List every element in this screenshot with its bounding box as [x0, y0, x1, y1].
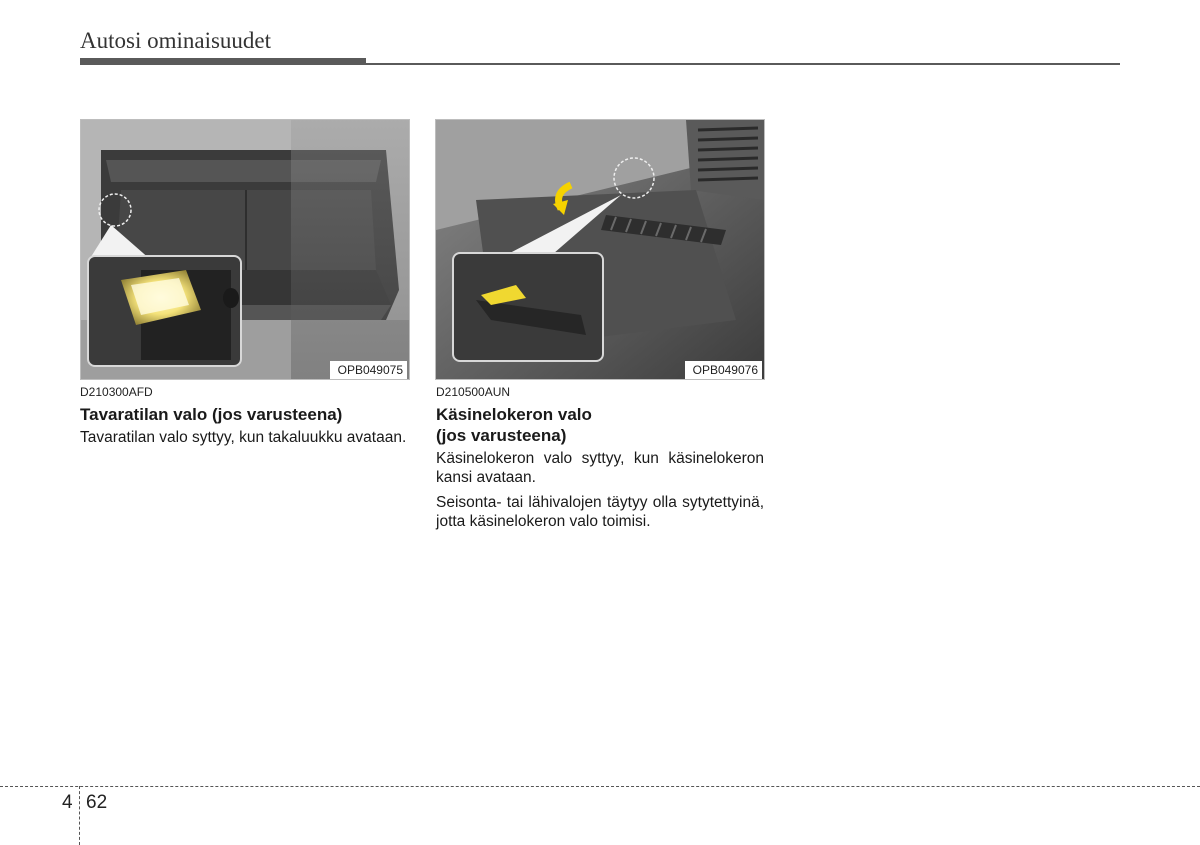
- glovebox-light-figure: [435, 119, 765, 380]
- trunk-light-figure: [80, 119, 410, 380]
- section-title-line: Käsinelokeron valo: [436, 405, 592, 424]
- glovebox-illustration: [436, 120, 764, 379]
- glovebox-light-section: [436, 385, 764, 537]
- footer-rule: [0, 786, 1200, 787]
- section-title: Tavaratilan valo (jos varusteena): [80, 405, 343, 424]
- trunk-light-section: [80, 385, 408, 453]
- doc-code: D210300AFD: [80, 385, 153, 399]
- trunk-illustration: [81, 120, 409, 379]
- section-title-line: (jos varusteena): [436, 426, 567, 445]
- footer-divider: [79, 786, 80, 845]
- chapter-number: 4: [62, 792, 73, 813]
- section-title: [436, 404, 764, 446]
- doc-code: D210500AUN: [436, 385, 511, 399]
- figure-code: OPB049076: [685, 361, 762, 379]
- body-paragraph: Käsinelokeron valo syttyy, kun käsinelokeron kansi avataan.: [436, 450, 764, 486]
- page-number: 62: [86, 792, 108, 813]
- header-rule-thick: [80, 58, 366, 65]
- header-title: Autosi ominaisuudet: [80, 28, 272, 53]
- body-paragraph: Tavaratilan valo syttyy, kun takaluukku avataan.: [80, 429, 407, 446]
- header-rule-thin: [366, 63, 1120, 65]
- figure-code: OPB049075: [330, 361, 407, 379]
- body-paragraph: Seisonta- tai lähivalojen täytyy olla sytytettyinä, jotta käsinelokeron valo toimisi.: [436, 494, 764, 530]
